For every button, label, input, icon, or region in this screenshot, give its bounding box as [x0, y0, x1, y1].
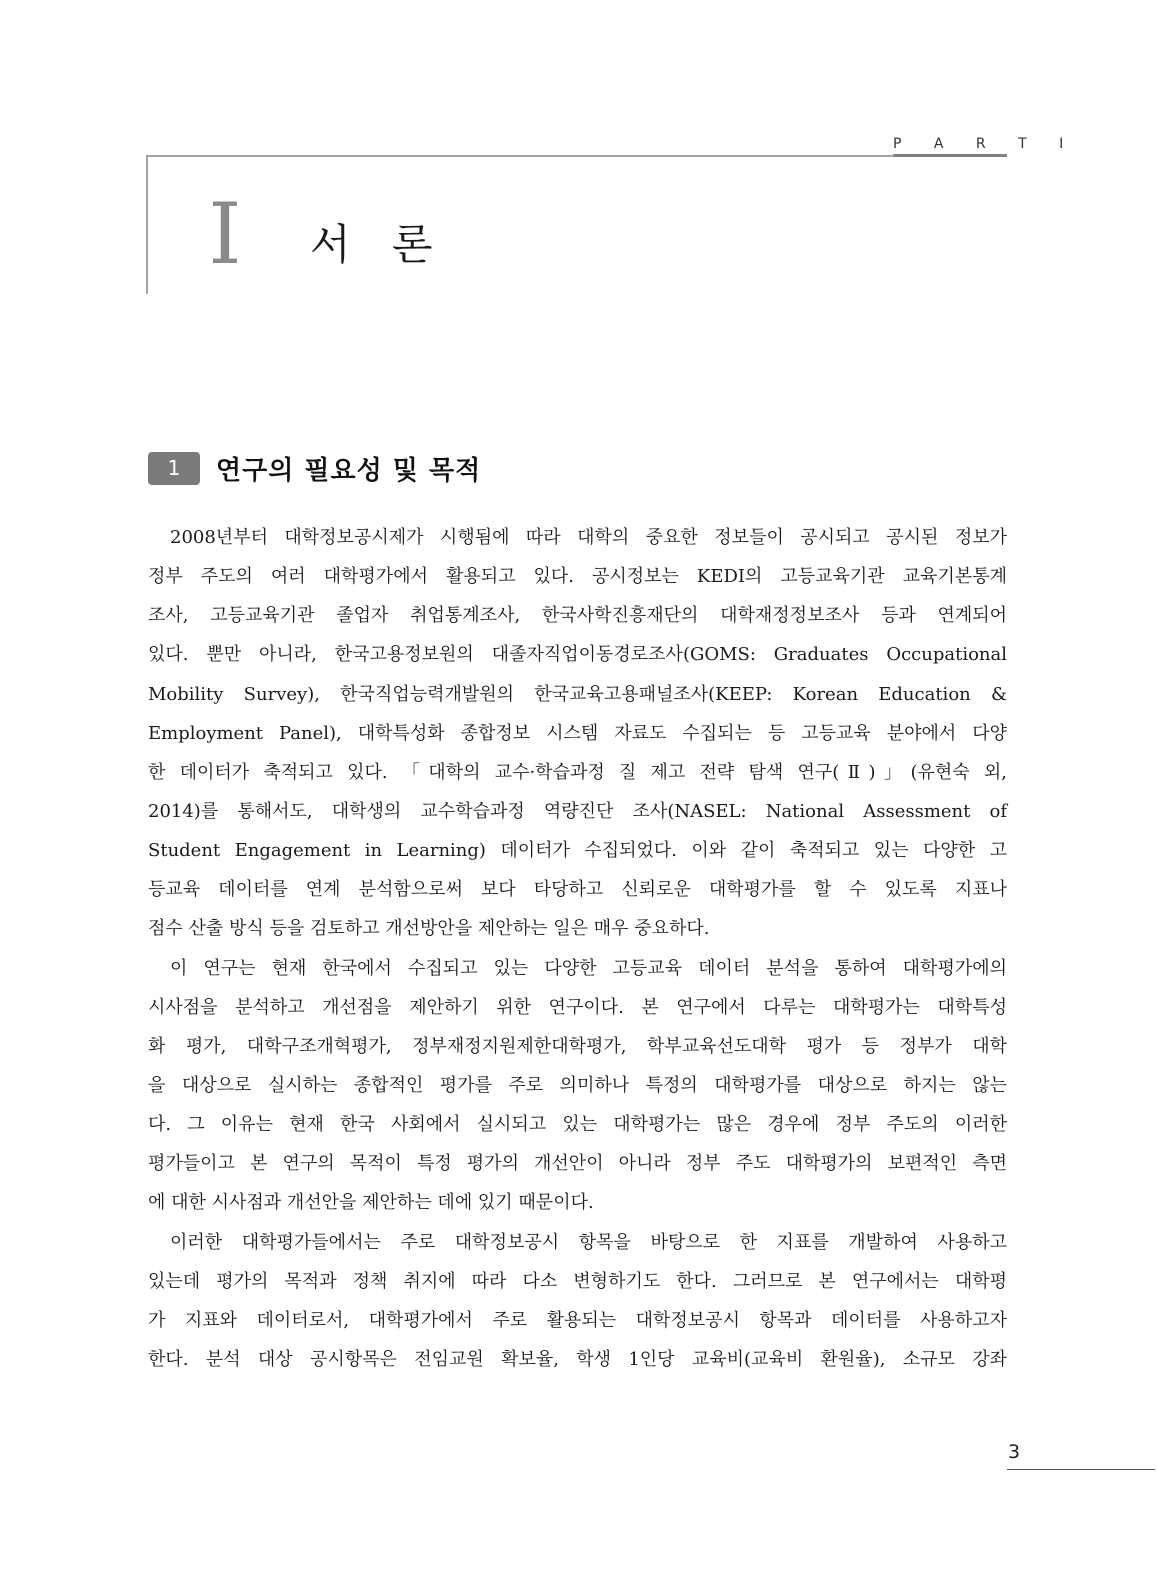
body-text	[148, 518, 1007, 1379]
part-label: P A R T Ⅰ	[893, 136, 1078, 152]
paragraph-line: Mobility Survey), 한국직업능력개발원의 한국교육고용패널조사(KEEP: Korean Education &	[148, 683, 1007, 705]
section-title: 연구의 필요성 및 목적	[216, 455, 482, 486]
paragraph-line: 을 대상으로 실시하는 종합적인 평가를 주로 의미하나 특정의 대학평가를 대상으로 하지는 않는	[148, 1074, 1007, 1096]
paragraph-line: 있는데 평가의 목적과 정책 취지에 따라 다소 변형하기도 한다. 그러므로 본 연구에서는 대학평	[148, 1270, 1007, 1292]
paragraph-line: 평가들이고 본 연구의 목적이 특정 평가의 개선안이 아니라 정부 주도 대학평가의 보편적인 측면	[148, 1153, 1007, 1175]
paragraph-line: Employment Panel), 대학특성화 종합정보 시스템 자료도 수집되는 등 고등교육 분야에서 다양	[148, 722, 1007, 744]
paragraph-line: 이 연구는 현재 한국에서 수집되고 있는 다양한 고등교육 데이터 분석을 통하여 대학평가에의	[170, 957, 1007, 979]
part-label-rule	[893, 154, 1007, 157]
paragraph-line: 한 데이터가 축적되고 있다. 「대학의 교수·학습과정 질 제고 전략 탐색 연구(Ⅱ)」(유현숙 외,	[148, 761, 1007, 783]
paragraph-line: 가 지표와 데이터로서, 대학평가에서 주로 활용되는 대학정보공시 항목과 데이터를 사용하고자	[148, 1309, 1007, 1331]
section-number-badge: 1	[148, 452, 200, 485]
paragraph-line: 2008년부터 대학정보공시제가 시행됨에 따라 대학의 중요한 정보들이 공시되고 공시된 정보가	[170, 527, 1007, 548]
paragraph-line: 화 평가, 대학구조개혁평가, 정부재정지원제한대학평가, 학부교육선도대학 평가 등 정부가 대학	[148, 1035, 1007, 1057]
paragraph-line: 2014)를 통해서도, 대학생의 교수학습과정 역량진단 조사(NASEL: National Assessment of	[148, 800, 1007, 822]
chapter-frame-top-line	[146, 155, 894, 157]
chapter-numeral: I	[208, 185, 242, 283]
paragraph-line: 에 대한 시사점과 개선안을 제안하는 데에 있기 때문이다.	[148, 1192, 594, 1214]
chapter-frame-left-line	[146, 155, 148, 294]
paragraph-line: 시사점을 분석하고 개선점을 제안하기 위한 연구이다. 본 연구에서 다루는 대학평가는 대학특성	[148, 996, 1007, 1018]
paragraph-line: 등교육 데이터를 연계 분석함으로써 보다 타당하고 신뢰로운 대학평가를 할 수 있도록 지표나	[148, 879, 1007, 901]
section-heading	[148, 450, 481, 486]
chapter-title: 서 론	[310, 220, 447, 269]
page-number-rule	[1007, 1469, 1155, 1470]
paragraph-line: 한다. 분석 대상 공시항목은 전임교원 확보율, 학생 1인당 교육비(교육비 환원율), 소규모 강좌	[148, 1348, 1007, 1370]
paragraph-line: 조사, 고등교육기관 졸업자 취업통계조사, 한국사학진흥재단의 대학재정정보조사 등과 연계되어	[148, 605, 1007, 627]
paragraph-line: 있다. 뿐만 아니라, 한국고용정보원의 대졸자직업이동경로조사(GOMS: Graduates Occupational	[148, 644, 1007, 666]
paragraph-line: 다. 그 이유는 현재 한국 사회에서 실시되고 있는 대학평가는 많은 경우에 정부 주도의 이러한	[148, 1114, 1007, 1136]
paragraph-line: 이러한 대학평가들에서는 주로 대학정보공시 항목을 바탕으로 한 지표를 개발하여 사용하고	[170, 1231, 1007, 1253]
paragraph-line: 정부 주도의 여러 대학평가에서 활용되고 있다. 공시정보는 KEDI의 고등교육기관 교육기본통계	[148, 566, 1007, 588]
page-number: 3	[1008, 1441, 1021, 1463]
paragraph-line: 점수 산출 방식 등을 검토하고 개선방안을 제안하는 일은 매우 중요하다.	[148, 918, 710, 940]
paragraph-line: Student Engagement in Learning) 데이터가 수집되었다. 이와 같이 축적되고 있는 다양한 고	[148, 840, 1007, 862]
